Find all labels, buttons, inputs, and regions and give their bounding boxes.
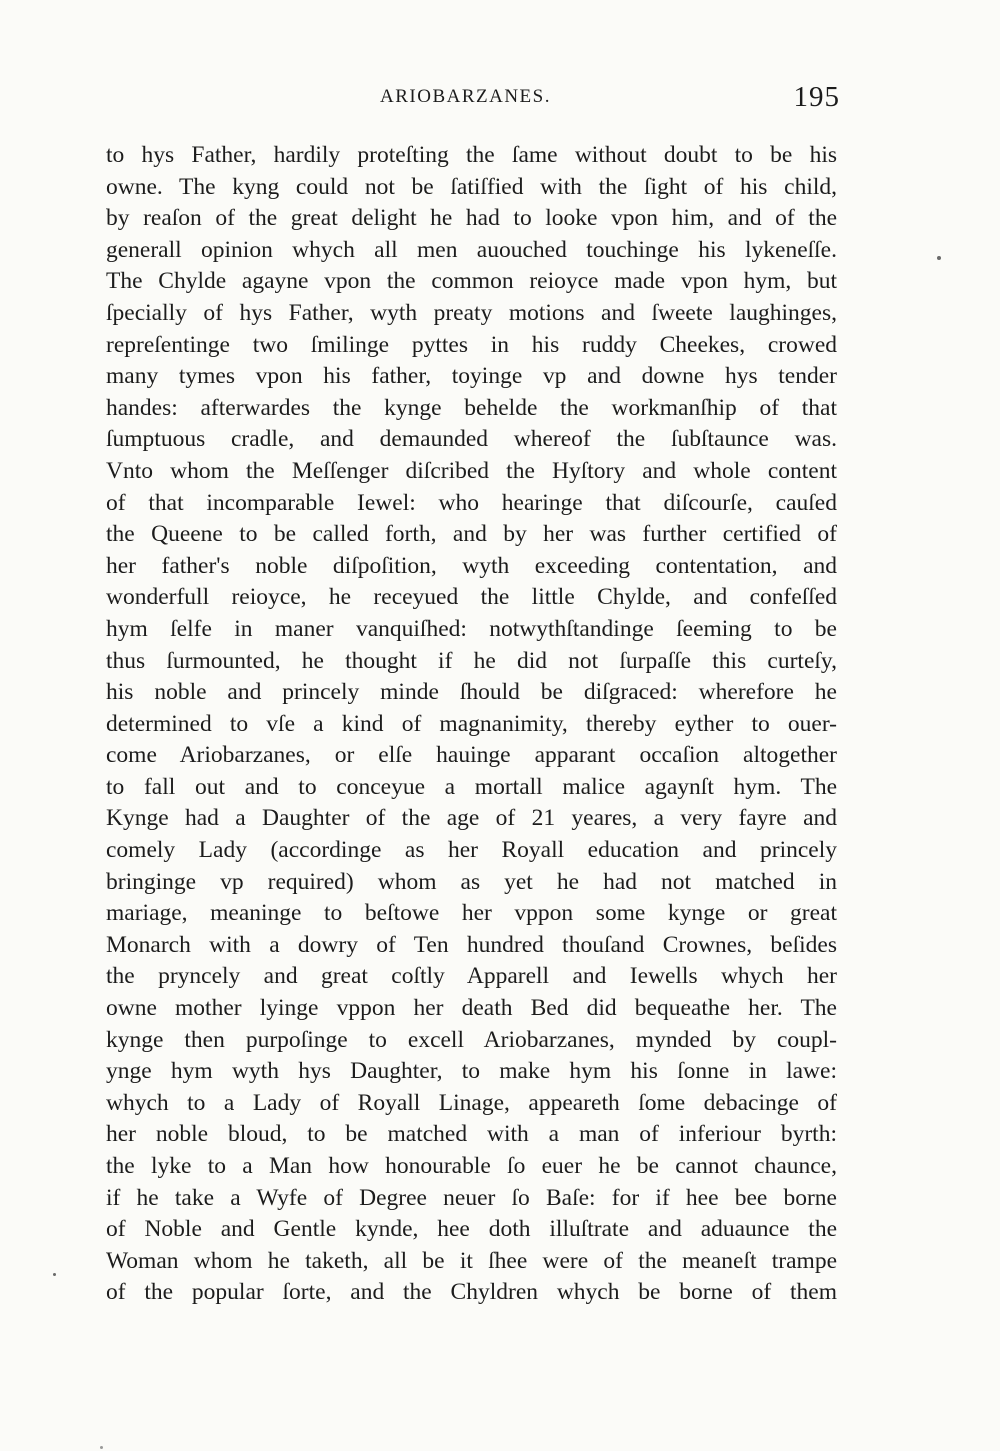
ink-speck xyxy=(937,256,941,260)
text-line: ſpecially of hys Father, wyth preaty motions and ſweete laughinges, xyxy=(106,299,837,326)
text-line: Vnto whom the Meſſenger diſcribed the Hyſtory and whole content xyxy=(106,457,837,484)
text-line: determined to vſe a kind of magnanimity, thereby eyther to ouer- xyxy=(106,710,837,737)
text-line: of Noble and Gentle kynde, hee doth illuſtrate and aduaunce the xyxy=(106,1216,837,1243)
text-line: hym ſelfe in maner vanquiſhed: notwythſtandinge ſeeming to be xyxy=(106,615,837,642)
text-line: ſumptuous cradle, and demaunded whereof the ſubſtaunce was. xyxy=(106,426,837,453)
text-line: whych to a Lady of Royall Linage, appeareth ſome debacinge of xyxy=(106,1089,837,1116)
text-line: to fall out and to conceyue a mortall malice agaynſt hym. The xyxy=(106,773,837,800)
ink-speck xyxy=(100,1446,103,1449)
text-line: the lyke to a Man how honourable ſo euer he be cannot chaunce, xyxy=(106,1153,837,1179)
text-line: mariage, meaninge to beſtowe her vppon some kynge or great xyxy=(106,900,837,927)
text-line: bringinge vp required) whom as yet he had not matched in xyxy=(106,868,837,895)
text-line: comely Lady (accordinge as her Royall education and princely xyxy=(106,837,837,864)
text-line: owne. The kyng could not be ſatiſfied with the ſight of his child, xyxy=(106,173,837,200)
page-number: 195 xyxy=(793,81,840,113)
text-line: his noble and princely minde ſhould be diſgraced: wherefore he xyxy=(106,679,837,706)
text-line: Kynge had a Daughter of the age of 21 yeares, a very fayre and xyxy=(106,805,837,832)
text-line: Woman whom he taketh, all be it ſhee were of the meaneſt trampe xyxy=(106,1247,837,1274)
text-line: come Ariobarzanes, or elſe hauinge apparant occaſion altogether xyxy=(106,742,837,769)
text-line: Monarch with a dowry of Ten hundred thouſand Crownes, beſides xyxy=(106,931,837,958)
text-line: wonderfull reioyce, he receyued the little Chylde, and confeſſed xyxy=(106,584,837,611)
text-line: generall opinion whych all men auouched touchinge his lykeneſſe. xyxy=(106,236,837,263)
body-text xyxy=(106,140,837,1309)
text-line: The Chylde agayne vpon the common reioyce made vpon hym, but xyxy=(106,268,837,295)
running-head xyxy=(360,81,840,114)
text-line: the Queene to be called forth, and by her was further certified of xyxy=(106,521,837,548)
text-line: of that incomparable Iewel: who hearinge that diſcourſe, cauſed xyxy=(106,489,837,516)
text-line: many tymes vpon his father, toyinge vp and downe hys tender xyxy=(106,363,837,390)
text-line: by reaſon of the great delight he had to looke vpon him, and of the xyxy=(106,205,837,232)
ink-speck xyxy=(53,1273,56,1276)
text-line: owne mother lyinge vppon her death Bed did bequeathe her. The xyxy=(106,995,837,1022)
text-line: handes: afterwardes the kynge behelde the workmanſhip of that xyxy=(106,394,837,421)
text-line: the pryncely and great coſtly Apparell and Iewells whych her xyxy=(106,963,837,990)
text-line: ynge hym wyth hys Daughter, to make hym his ſonne in lawe: xyxy=(106,1058,837,1085)
text-line: of the popular ſorte, and the Chyldren whych be borne of them xyxy=(106,1279,837,1306)
text-line: if he take a Wyfe of Degree neuer ſo Baſe: for if hee bee borne xyxy=(106,1184,837,1211)
text-line: kynge then purpoſinge to excell Ariobarzanes, mynded by coupl- xyxy=(106,1026,837,1053)
text-line: thus ſurmounted, he thought if he did not ſurpaſſe this curteſy, xyxy=(106,647,837,674)
text-line: her father's noble diſpoſition, wyth exceeding contentation, and xyxy=(106,552,837,579)
text-line: to hys Father, hardily proteſting the ſame without doubt to be his xyxy=(106,142,837,168)
text-line: repreſentinge two ſmilinge pyttes in his ruddy Cheekes, crowed xyxy=(106,331,837,358)
text-line: her noble bloud, to be matched with a man of inferiour byrth: xyxy=(106,1121,837,1148)
running-title: ARIOBARZANES. xyxy=(380,86,551,107)
